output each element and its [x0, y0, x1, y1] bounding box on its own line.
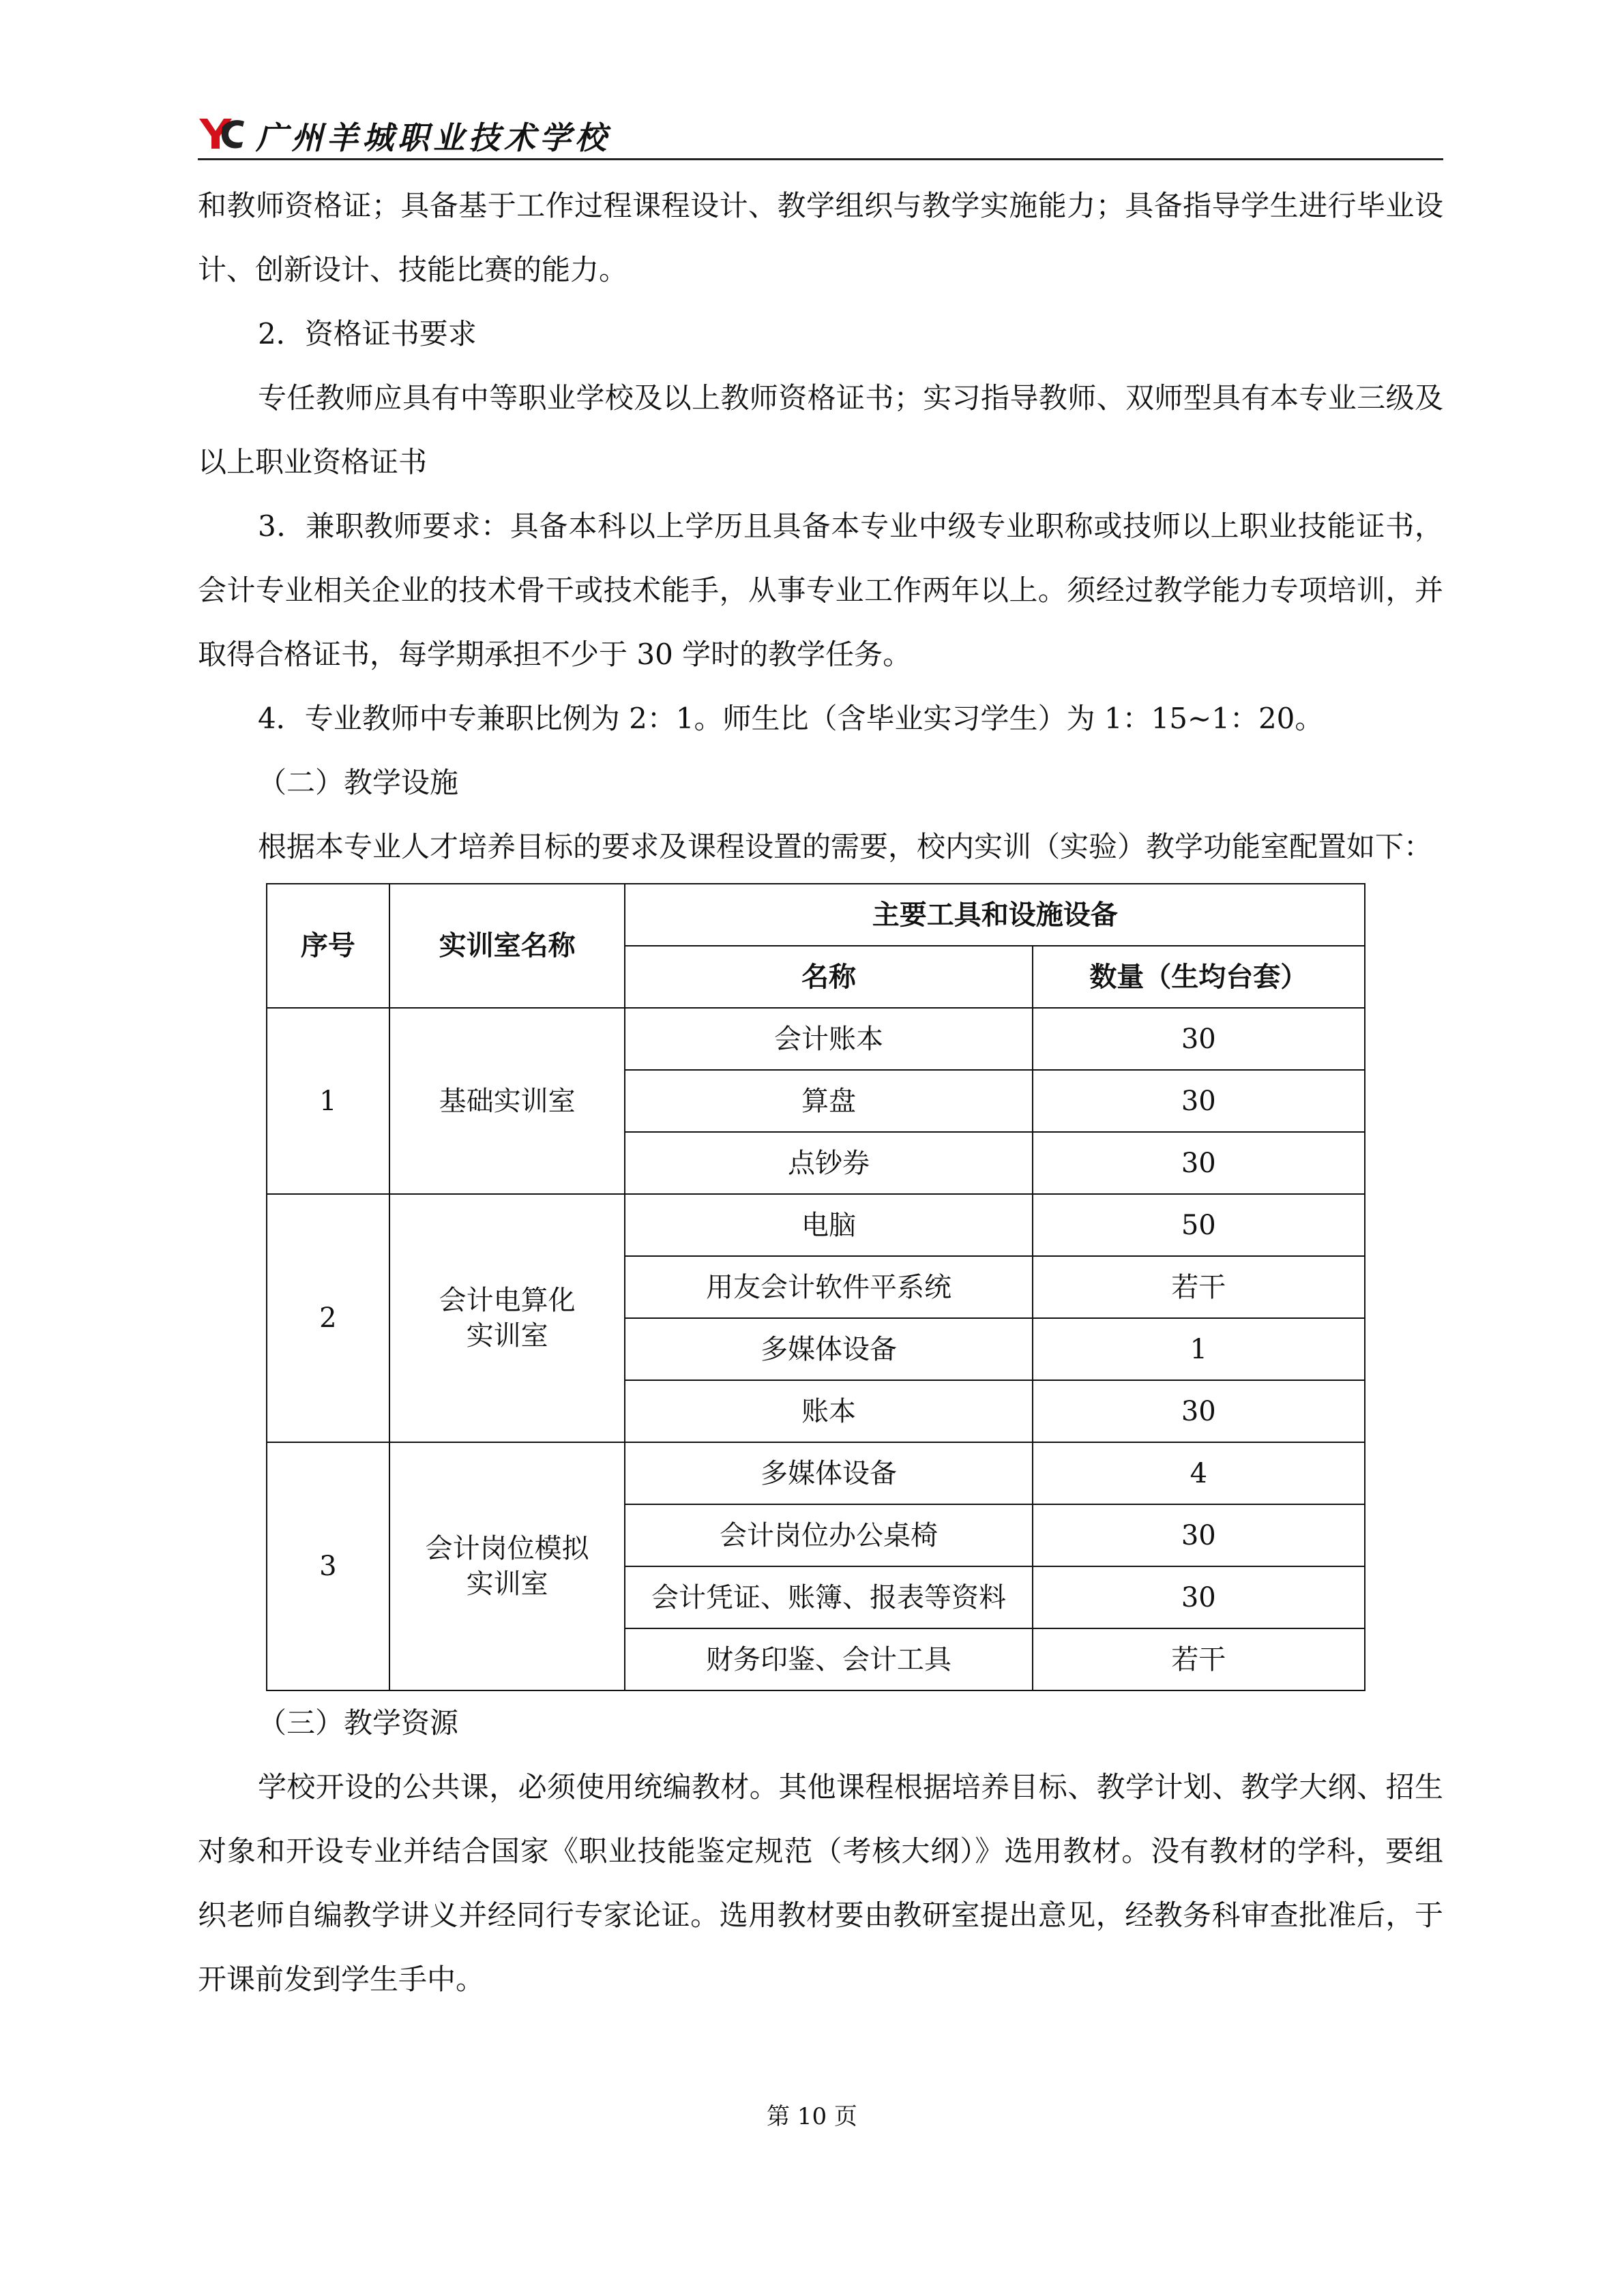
room-seq: 1 — [267, 1008, 389, 1194]
page-number: 第 10 页 — [767, 2103, 857, 2130]
item-name: 电脑 — [625, 1194, 1032, 1256]
page-header — [198, 109, 1443, 164]
header-seq: 序号 — [267, 884, 389, 1008]
item-name: 会计岗位办公桌椅 — [625, 1504, 1032, 1566]
item-qty: 30 — [1033, 1380, 1365, 1442]
table-row — [267, 1008, 1365, 1070]
paragraph-part-time-teachers: 3．兼职教师要求：具备本科以上学历且具备本专业中级专业职称或技师以上职业技能证书，会计专业相关企业的技术骨干或技术能手，从事专业工作两年以上。须经过教学能力专项培训，并取得合格证书，每学期承担不少于 30 学时的教学任务。 — [198, 509, 1443, 671]
room-seq: 2 — [267, 1194, 389, 1442]
item-qty: 30 — [1033, 1132, 1365, 1194]
item-name: 用友会计软件平系统 — [625, 1256, 1032, 1318]
paragraph-certificates: 专任教师应具有中等职业学校及以上教师资格证书；实习指导教师、双师型具有本专业三级及以上职业资格证书 — [198, 381, 1443, 479]
school-name: 广州羊城职业技术学校 — [256, 119, 610, 156]
item-name: 会计账本 — [625, 1008, 1032, 1070]
item-qty: 30 — [1033, 1504, 1365, 1566]
heading-teaching-facilities: （二）教学设施 — [258, 766, 459, 799]
room-name: 基础实训室 — [389, 1008, 625, 1194]
item-name: 多媒体设备 — [625, 1318, 1032, 1380]
room-name: 会计岗位模拟实训室 — [389, 1442, 625, 1690]
facilities-table — [266, 883, 1365, 1691]
item-name: 点钞券 — [625, 1132, 1032, 1194]
page-content — [198, 174, 1443, 2012]
room-seq: 3 — [267, 1442, 389, 1690]
item-name: 多媒体设备 — [625, 1442, 1032, 1504]
item-qty: 若干 — [1033, 1256, 1365, 1318]
item-name: 财务印鉴、会计工具 — [625, 1628, 1032, 1690]
item-qty: 30 — [1033, 1070, 1365, 1132]
room-name: 会计电算化实训室 — [389, 1194, 625, 1442]
header-item-qty: 数量（生均台套） — [1033, 946, 1365, 1008]
item-qty: 4 — [1033, 1442, 1365, 1504]
school-logo — [198, 115, 246, 153]
item-name: 账本 — [625, 1380, 1032, 1442]
item-qty: 1 — [1033, 1318, 1365, 1380]
table-row — [267, 1194, 1365, 1256]
item-name: 算盘 — [625, 1070, 1032, 1132]
item-qty: 50 — [1033, 1194, 1365, 1256]
header-room-name: 实训室名称 — [389, 884, 625, 1008]
item-qty: 若干 — [1033, 1628, 1365, 1690]
paragraph-textbooks: 学校开设的公共课，必须使用统编教材。其他课程根据培养目标、教学计划、教学大纲、招生对象和开设专业并结合国家《职业技能鉴定规范（考核大纲）》选用教材。没有教材的学科，要组织老师自编教学讲义并经同行专家论证。选用教材要由教研室提出意见，经教务科审查批准后，于开课前发到学生手中。 — [198, 1770, 1443, 1996]
header-rule — [198, 158, 1443, 160]
paragraph-teacher-abilities: 和教师资格证；具备基于工作过程课程设计、教学组织与教学实施能力；具备指导学生进行毕业设计、创新设计、技能比赛的能力。 — [198, 189, 1443, 286]
paragraph-facilities-intro: 根据本专业人才培养目标的要求及课程设置的需要，校内实训（实验）教学功能室配置如下： — [258, 830, 1433, 863]
heading-teaching-resources: （三）教学资源 — [258, 1706, 459, 1740]
item-qty: 30 — [1033, 1008, 1365, 1070]
table-row — [267, 1442, 1365, 1504]
item-name: 会计凭证、账簿、报表等资料 — [625, 1566, 1032, 1628]
heading-certificate-requirements: 2．资格证书要求 — [258, 317, 477, 351]
item-qty: 30 — [1033, 1566, 1365, 1628]
header-equipment-group: 主要工具和设施设备 — [625, 884, 1365, 946]
header-item-name: 名称 — [625, 946, 1032, 1008]
paragraph-teacher-ratio: 4．专业教师中专兼职比例为 2：1。师生比（含毕业实习学生）为 1：15~1：20。 — [258, 702, 1324, 735]
